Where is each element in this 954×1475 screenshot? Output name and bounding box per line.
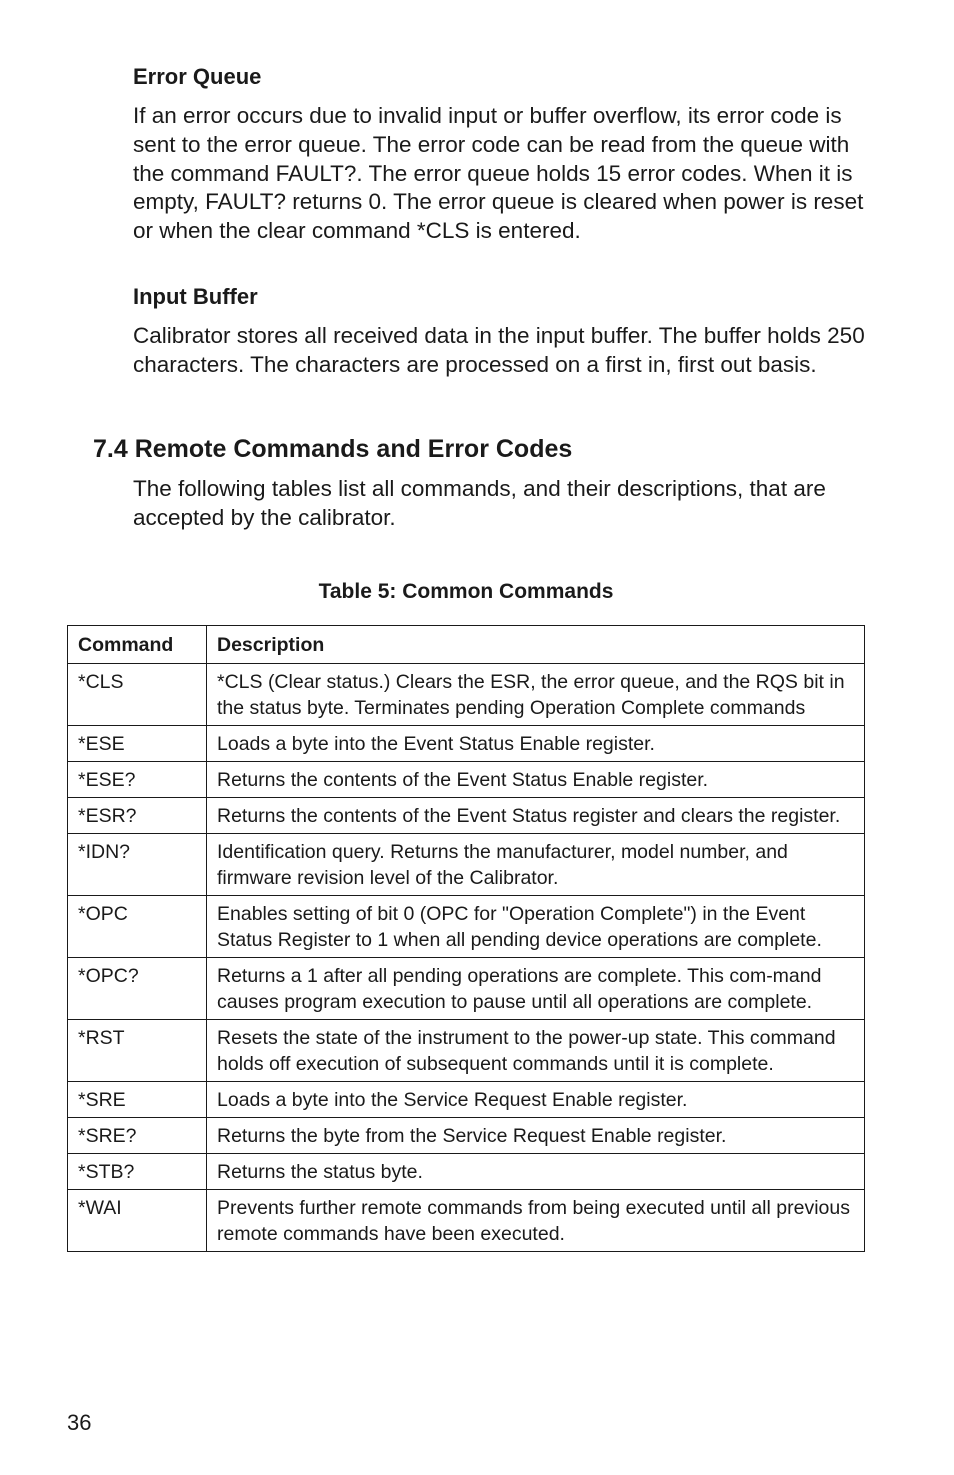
column-header-description: Description bbox=[207, 626, 865, 664]
section-heading: 7.4 Remote Commands and Error Codes bbox=[93, 435, 573, 463]
column-header-command: Command bbox=[68, 626, 207, 664]
command-cell: *RST bbox=[68, 1020, 207, 1082]
command-cell: *OPC bbox=[68, 896, 207, 958]
command-cell: *ESR? bbox=[68, 798, 207, 834]
command-cell: *SRE? bbox=[68, 1118, 207, 1154]
table-row bbox=[68, 1190, 865, 1252]
command-cell: *SRE bbox=[68, 1082, 207, 1118]
table-row bbox=[68, 1020, 865, 1082]
description-cell: Prevents further remote commands from being executed until all previous remote commands have been executed. bbox=[207, 1190, 865, 1252]
description-cell: Loads a byte into the Event Status Enable register. bbox=[207, 726, 865, 762]
table-row bbox=[68, 1154, 865, 1190]
command-cell: *STB? bbox=[68, 1154, 207, 1190]
table-row bbox=[68, 834, 865, 896]
section-intro-paragraph: The following tables list all commands, and their descriptions, that are accepted by the calibrator. bbox=[133, 476, 826, 530]
command-cell: *OPC? bbox=[68, 958, 207, 1020]
error-queue-heading: Error Queue bbox=[133, 64, 262, 89]
description-cell: Returns the contents of the Event Status register and clears the register. bbox=[207, 798, 865, 834]
description-cell: Loads a byte into the Service Request Enable register. bbox=[207, 1082, 865, 1118]
table-row bbox=[68, 958, 865, 1020]
description-cell: Resets the state of the instrument to the power-up state. This command holds off execution of subsequent commands until it is complete. bbox=[207, 1020, 865, 1082]
description-cell: Returns the status byte. bbox=[207, 1154, 865, 1190]
description-cell: Returns a 1 after all pending operations are complete. This com-mand causes program execution to pause until all operations are complete. bbox=[207, 958, 865, 1020]
description-cell: Returns the byte from the Service Request Enable register. bbox=[207, 1118, 865, 1154]
command-cell: *ESE? bbox=[68, 762, 207, 798]
table-row bbox=[68, 1118, 865, 1154]
table-row bbox=[68, 762, 865, 798]
input-buffer-paragraph: Calibrator stores all received data in the input buffer. The buffer holds 250 characters. The characters are processed on a first in, first out basis. bbox=[133, 323, 865, 377]
description-cell: Enables setting of bit 0 (OPC for "Operation Complete") in the Event Status Register to 1 when all pending device operations are complete. bbox=[207, 896, 865, 958]
table-header-row bbox=[68, 626, 865, 664]
command-cell: *ESE bbox=[68, 726, 207, 762]
table-row bbox=[68, 664, 865, 726]
description-cell: Returns the contents of the Event Status Enable register. bbox=[207, 762, 865, 798]
description-cell: *CLS (Clear status.) Clears the ESR, the error queue, and the RQS bit in the status byte. Terminates pending Operation Complete commands bbox=[207, 664, 865, 726]
page-number: 36 bbox=[67, 1410, 92, 1435]
input-buffer-heading: Input Buffer bbox=[133, 284, 258, 309]
table-row bbox=[68, 1082, 865, 1118]
command-cell: *WAI bbox=[68, 1190, 207, 1252]
error-queue-paragraph: If an error occurs due to invalid input or buffer overflow, its error code is sent to the error queue. The error code can be read from the queue with the command FAULT?. The error queue holds 15 error codes. When it is empty, FAULT? returns 0. The error queue is cleared when power is reset or when the clear command *CLS is entered. bbox=[133, 103, 864, 244]
table-caption: Table 5: Common Commands bbox=[318, 580, 614, 603]
table-row bbox=[68, 896, 865, 958]
command-cell: *IDN? bbox=[68, 834, 207, 896]
table-row bbox=[68, 726, 865, 762]
common-commands-table bbox=[67, 625, 865, 1252]
description-cell: Identification query. Returns the manufacturer, model number, and firmware revision level of the Calibrator. bbox=[207, 834, 865, 896]
command-cell: *CLS bbox=[68, 664, 207, 726]
table-row bbox=[68, 798, 865, 834]
